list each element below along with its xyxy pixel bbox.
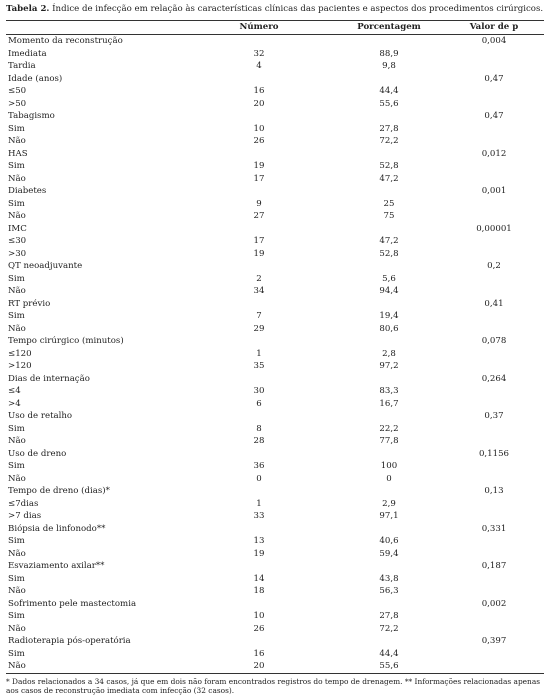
row-numero: 19 [253,161,265,171]
table-row [6,660,544,673]
row-label: Sim [8,461,25,471]
row-numero: 27 [253,211,265,221]
row-label: Não [8,586,26,596]
table-row [6,485,544,498]
table-row [6,60,544,73]
row-valor-p [444,473,544,486]
row-label: Tempo cirúrgico (minutos) [8,336,124,346]
row-valor-p [444,398,544,411]
row-numero: 35 [253,361,265,371]
row-numero: 8 [256,423,262,434]
table-row [6,398,544,411]
table-row [6,148,544,161]
row-numero: 26 [253,623,265,634]
row-label: ≤30 [8,236,27,246]
row-numero [184,410,334,423]
row-valor-p [444,285,544,298]
row-porcentagem: 72,2 [379,623,399,634]
row-numero: 0 [256,473,262,484]
row-valor-p [444,248,544,261]
row-porcentagem [334,485,444,498]
table-row [6,510,544,523]
row-valor-p [444,323,544,336]
row-valor-p: 0,1156 [478,448,510,459]
table-row [6,648,544,661]
row-label: Dias de internação [8,373,90,384]
row-porcentagem: 9,8 [382,61,396,71]
row-porcentagem: 43,8 [379,573,399,584]
row-label: Não [8,136,26,146]
row-porcentagem [334,523,444,536]
row-porcentagem: 44,4 [379,648,399,659]
row-numero: 18 [253,586,265,596]
row-numero: 16 [253,648,265,659]
row-valor-p [444,348,544,361]
row-numero [184,335,334,348]
row-label: Sim [8,573,25,584]
row-numero [184,373,334,386]
table-row [6,373,544,386]
row-label: Não [8,623,26,634]
table-row [6,560,544,573]
row-porcentagem [334,635,444,648]
row-valor-p [444,210,544,223]
row-numero: 34 [253,286,265,296]
row-porcentagem: 97,1 [379,511,399,521]
row-valor-p: 0,331 [481,523,507,534]
row-porcentagem: 27,8 [379,123,399,134]
header-label [6,21,184,35]
row-porcentagem: 44,4 [379,86,399,96]
row-label: Sim [8,123,25,134]
row-valor-p [444,60,544,73]
table-row [6,210,544,223]
row-valor-p: 0,47 [484,73,504,84]
table-row [6,123,544,136]
row-numero [184,35,334,48]
table-caption [6,4,544,15]
row-porcentagem [334,185,444,198]
row-porcentagem: 47,2 [379,173,399,184]
row-numero [184,260,334,273]
table-row [6,473,544,486]
row-numero [184,635,334,648]
row-valor-p: 0,47 [484,111,504,121]
row-valor-p [444,660,544,673]
row-porcentagem [334,598,444,611]
header-row [6,21,544,35]
table-row [6,348,544,361]
row-numero: 17 [253,173,265,184]
row-valor-p [444,623,544,636]
row-numero: 30 [253,386,265,396]
row-valor-p: 0,187 [481,561,507,571]
row-numero: 36 [253,461,265,471]
row-valor-p: 0,41 [484,298,504,309]
row-label: RT prévio [8,298,51,309]
table-row [6,535,544,548]
table-row [6,260,544,273]
row-porcentagem: 97,2 [379,361,399,371]
row-valor-p [444,385,544,398]
row-porcentagem: 100 [380,461,398,471]
row-porcentagem [334,35,444,48]
row-valor-p [444,535,544,548]
row-valor-p: 0,002 [481,598,507,609]
table-row [6,235,544,248]
table-row [6,410,544,423]
row-label: ≤50 [8,86,27,96]
row-valor-p [444,648,544,661]
row-porcentagem: 55,6 [379,98,399,109]
row-valor-p [444,273,544,286]
table-container [6,4,544,696]
table-row [6,310,544,323]
table-row [6,185,544,198]
row-porcentagem: 52,8 [379,248,399,259]
row-numero: 13 [253,536,265,546]
row-porcentagem: 52,8 [379,161,399,171]
row-porcentagem: 55,6 [334,660,444,673]
table-footnote: * Dados relacionados a 34 casos, já que em dois não foram encontrados registros do tempo de drenagem. ** Informações relacionadas apenas aos casos de reconstrução imediata com infecção (32 casos). [6,676,541,695]
row-porcentagem: 83,3 [379,386,399,396]
table-row [6,273,544,286]
row-numero: 17 [253,236,265,246]
row-valor-p: 0,012 [481,148,507,159]
row-label: Sim [8,611,25,621]
table-row [6,635,544,648]
caption-text: Índice de infecção em relação às características clínicas das pacientes e aspectos dos procedimentos cirúrgicos. [49,4,544,14]
row-numero: 29 [253,323,265,334]
row-porcentagem: 72,2 [379,136,399,146]
row-valor-p [444,160,544,173]
row-valor-p [444,360,544,373]
row-porcentagem [334,448,444,461]
row-label: Não [8,436,26,446]
row-porcentagem: 88,9 [379,48,399,59]
row-porcentagem [334,148,444,161]
row-valor-p [444,573,544,586]
row-label: Não [8,173,26,184]
row-label: >7 dias [8,511,42,521]
row-valor-p [444,585,544,598]
table-row [6,298,544,311]
table-row [6,285,544,298]
table-body [6,35,544,674]
row-numero [184,148,334,161]
row-numero: 28 [253,436,265,446]
row-label: Sofrimento pele mastectomia [8,598,137,609]
row-porcentagem [334,73,444,86]
row-valor-p [444,198,544,211]
row-numero: 14 [253,573,265,584]
row-numero [184,223,334,236]
row-label: Não [6,660,184,673]
row-numero: 33 [253,511,265,521]
header-valor-p: Valor de p [444,21,544,35]
row-valor-p [444,310,544,323]
row-porcentagem [334,410,444,423]
table-row [6,460,544,473]
row-label: Esvaziamento axilar** [8,561,105,571]
row-porcentagem: 40,6 [379,536,399,546]
row-numero [184,485,334,498]
row-label: >30 [8,248,27,259]
table-row [6,160,544,173]
row-valor-p [444,135,544,148]
row-numero: 32 [253,48,265,59]
table-row [6,448,544,461]
row-numero [184,598,334,611]
row-valor-p [444,610,544,623]
row-label: Radioterapia pós-operatória [8,636,131,646]
data-table [6,20,544,674]
row-label: >50 [8,98,27,109]
row-numero: 20 [184,660,334,673]
row-label: Não [8,286,26,296]
row-numero: 19 [253,248,265,259]
row-porcentagem [334,373,444,386]
row-label: ≤4 [8,386,21,396]
row-porcentagem: 19,4 [379,311,399,321]
row-porcentagem [334,110,444,123]
row-numero: 7 [256,311,262,321]
table-row [6,135,544,148]
row-label: Não [8,473,26,484]
table-row [6,110,544,123]
row-label: Não [8,211,26,221]
row-label: Sim [8,311,25,321]
row-porcentagem: 77,8 [379,436,399,446]
table-row [6,598,544,611]
table-row [6,323,544,336]
table-row [6,360,544,373]
row-numero [184,298,334,311]
row-porcentagem: 2,9 [382,498,396,509]
row-label: Imediata [8,48,47,59]
table-row [6,73,544,86]
header-numero: Número [184,21,334,35]
row-valor-p: 0,2 [487,261,501,271]
caption-label: Tabela 2. [6,4,50,14]
row-label: Diabetes [8,186,47,196]
row-valor-p: 0,397 [481,636,507,646]
row-porcentagem: 80,6 [379,323,399,334]
row-numero: 16 [253,86,265,96]
row-porcentagem [334,560,444,573]
table-row [6,248,544,261]
row-label: Sim [8,161,25,171]
row-numero: 19 [253,548,265,559]
row-valor-p: 0,13 [484,486,504,496]
row-label: >4 [8,398,21,409]
row-label: Sim [8,198,25,209]
row-porcentagem: 16,7 [379,398,399,409]
row-label: Uso de retalho [8,411,73,421]
row-valor-p: 0,37 [484,411,504,421]
row-porcentagem: 25 [383,198,395,209]
table-row [6,623,544,636]
row-valor-p [444,460,544,473]
table-row [6,585,544,598]
row-porcentagem: 47,2 [379,236,399,246]
row-label: Sim [8,536,25,546]
row-valor-p [444,235,544,248]
table-row [6,35,544,48]
row-label: HAS [8,148,28,159]
row-valor-p: 0,00001 [476,223,512,234]
row-valor-p [444,173,544,186]
row-label: Tempo de dreno (dias)* [8,486,110,496]
table-row [6,435,544,448]
row-numero [184,560,334,573]
row-porcentagem [334,335,444,348]
row-numero [184,110,334,123]
row-porcentagem: 0 [386,473,392,484]
row-porcentagem: 22,2 [379,423,399,434]
row-numero: 10 [253,123,265,134]
table-row [6,98,544,111]
row-label: ≤120 [8,348,32,359]
row-label: Não [8,548,26,559]
row-label: >120 [8,361,32,371]
row-porcentagem [334,298,444,311]
row-label: Tardia [8,61,36,71]
row-valor-p: 0,004 [481,36,507,46]
row-label: Sim [8,273,25,284]
row-label: Tabagismo [8,111,55,121]
row-valor-p [444,48,544,61]
row-numero: 10 [253,611,265,621]
row-porcentagem: 75 [383,211,395,221]
row-numero: 6 [256,398,262,409]
table-row [6,573,544,586]
header-porcentagem: Porcentagem [334,21,444,35]
row-numero: 9 [256,198,262,209]
row-porcentagem: 2,8 [382,348,396,359]
row-numero: 20 [253,98,265,109]
row-valor-p [444,498,544,511]
row-porcentagem [334,260,444,273]
row-valor-p [444,85,544,98]
row-numero [184,523,334,536]
row-porcentagem [334,223,444,236]
row-valor-p: 0,264 [481,373,507,384]
row-label: Idade (anos) [8,73,63,84]
row-valor-p [444,435,544,448]
table-row [6,173,544,186]
row-numero: 26 [253,136,265,146]
row-valor-p [444,548,544,561]
row-porcentagem: 27,8 [379,611,399,621]
table-row [6,498,544,511]
row-label: QT neoadjuvante [8,261,83,271]
row-numero: 2 [256,273,262,284]
table-row [6,523,544,536]
table-row [6,85,544,98]
row-numero [184,73,334,86]
row-valor-p: 0,078 [481,336,507,346]
row-porcentagem: 94,4 [379,286,399,296]
row-label: Sim [8,423,25,434]
row-porcentagem: 56,3 [379,586,399,596]
table-row [6,423,544,436]
row-numero: 1 [256,348,262,359]
row-numero: 1 [256,498,262,509]
row-valor-p [444,510,544,523]
row-numero [184,448,334,461]
table-row [6,335,544,348]
row-label: Não [8,323,26,334]
row-valor-p [444,423,544,436]
table-row [6,198,544,211]
row-label: Momento da reconstrução [8,36,123,46]
row-valor-p [444,123,544,136]
row-porcentagem: 5,6 [382,273,396,284]
row-valor-p: 0,001 [481,186,507,196]
row-label: Biópsia de linfonodo** [8,523,106,534]
row-label: ≤7dias [8,498,39,509]
table-row [6,48,544,61]
row-valor-p [444,98,544,111]
row-label: Sim [8,648,25,659]
table-row [6,610,544,623]
table-row [6,223,544,236]
row-label: IMC [8,223,27,234]
row-numero [184,185,334,198]
row-label: Uso de dreno [8,448,67,459]
table-row [6,548,544,561]
table-row [6,385,544,398]
row-numero: 4 [256,61,262,71]
row-porcentagem: 59,4 [379,548,399,559]
